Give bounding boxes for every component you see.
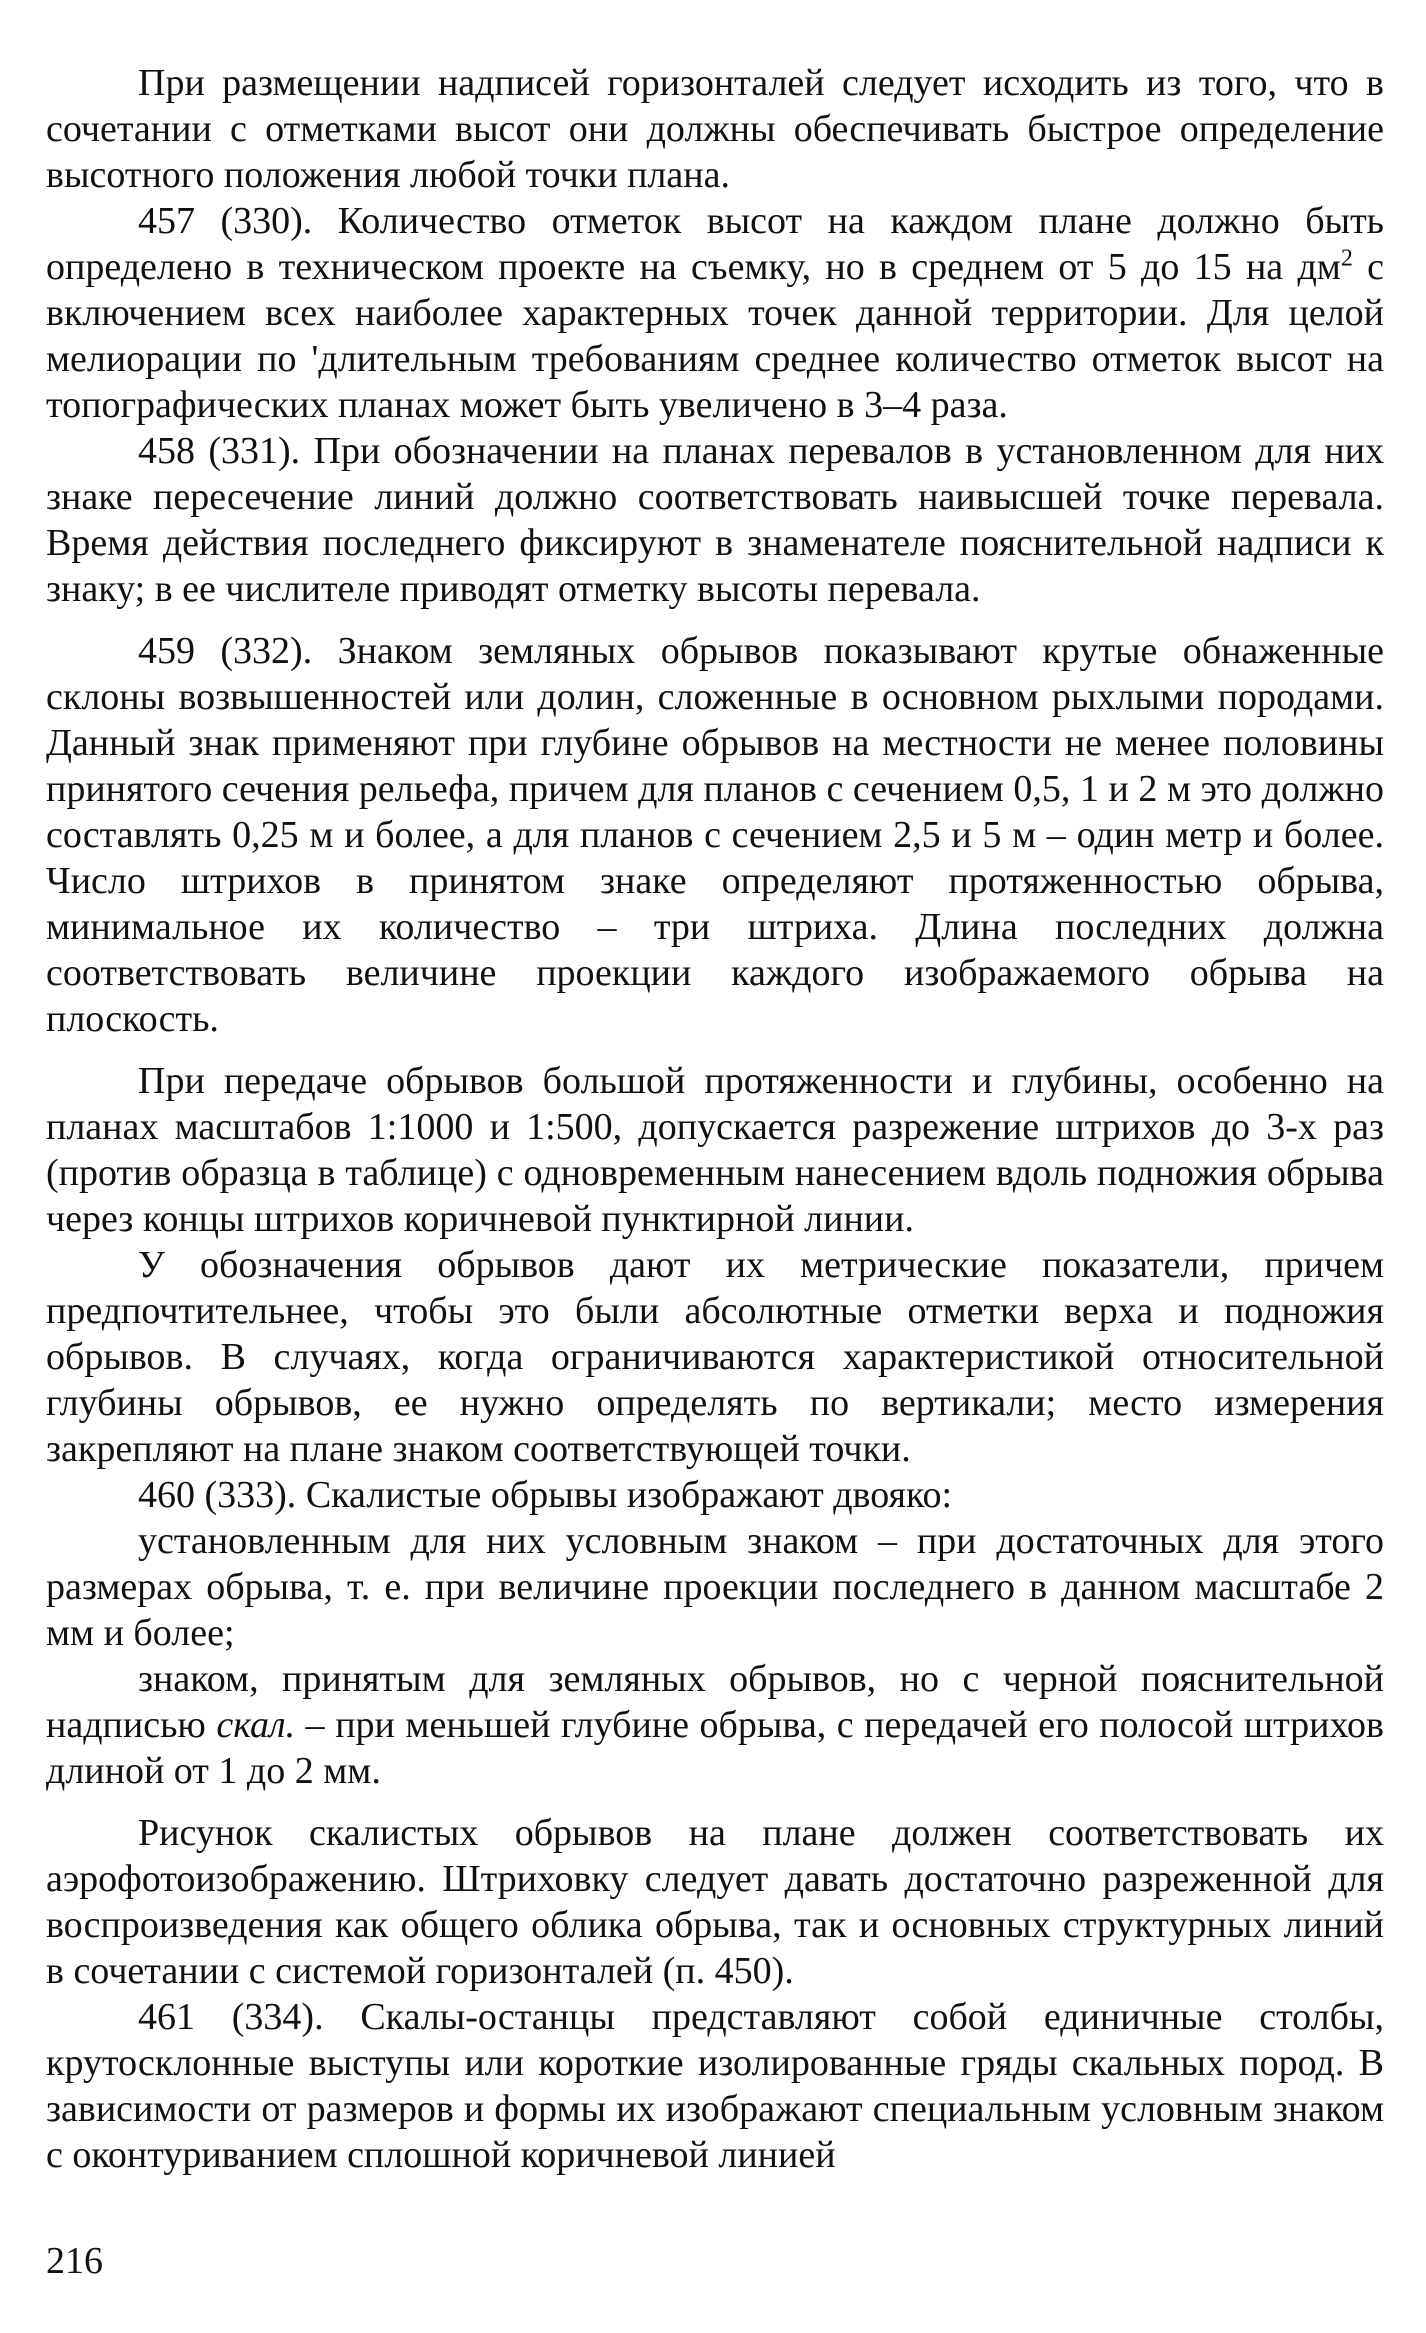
italic-label: скал. [216, 1704, 296, 1746]
clause-reference: (332). [220, 630, 313, 672]
paragraph-text: установленным для них условным знаком – при достаточных для этого размерах обрыва, т. е. при величине проекции последнего в данном масштабе 2 мм и более; [46, 1520, 1384, 1654]
paragraph-cliff-metrics [46, 1242, 1384, 1472]
clause-number: 461 [138, 1996, 195, 2038]
paragraph-text: У обозначения обрывов дают их метрические показатели, причем предпочтительнее, чтобы это были абсолютные отметки верха и подножия обрывов. В случаях, когда ограничиваются характеристикой относительной глубины обрывов, ее нужно определять по вертикали; место измерения закрепляют на плане знаком соответствующей точки. [46, 1244, 1384, 1470]
paragraph-text: При обозначении на планах перевалов в установленном для них знаке пересечение линий должно соответствовать наивысшей точке перевала. Время действия последнего фиксируют в знаменателе пояснительной надписи к знаку; в ее числителе приводят отметку высоты перевала. [46, 430, 1384, 610]
paragraph-text: знаком, принятым для земляных обрывов, но с черной пояснительной надписью [46, 1658, 1384, 1746]
clause-number: 459 [138, 630, 195, 672]
paragraph-460-option-1 [46, 1518, 1384, 1656]
paragraph-text: – при меньшей глубине обрыва, с передачей его полосой штрихов длиной от 1 до 2 мм. [46, 1704, 1384, 1792]
paragraph-rock-cliff-drawing [46, 1810, 1384, 1994]
paragraph-text: с включением всех наиболее характерных точек данной территории. Для целой мелиорации по 'длительным требованиям среднее количество отметок высот на топографических планах может быть увеличено в 3–4 раза. [46, 246, 1385, 426]
page-text-block [46, 60, 1384, 2178]
superscript-exponent: 2 [1340, 245, 1353, 272]
paragraph-large-cliffs [46, 1058, 1384, 1242]
paragraph-text: Знаком земляных обрывов показывают крутые обнаженные склоны возвышенностей или долин, сложенные в основном рыхлыми породами. Данный знак применяют при глубине обрывов на местности не менее половины принятого сечения рельефа, причем для планов с сечением 0,5, 1 и 2 м это должно составлять 0,25 м и более, а для планов с сечением 2,5 и 5 м – один метр и более. Число штрихов в принятом знаке определяют протяженностью обрыва, минимальное их количество – три штриха. Длина последних должна соответствовать величине проекции каждого изображаемого обрыва на плоскость. [46, 630, 1384, 1040]
clause-number: 457 [138, 200, 195, 242]
clause-reference: (334). [231, 1996, 324, 2038]
paragraph-461 [46, 1994, 1384, 2178]
clause-reference: (330). [220, 200, 313, 242]
paragraph-text: При размещении надписей горизонталей следует исходить из того, что в сочетании с отметками высот они должны обеспечивать быстрое определение высотного положения любой точки плана. [46, 62, 1384, 196]
clause-reference: (333). [204, 1474, 297, 1516]
paragraph-459 [46, 628, 1384, 1042]
clause-reference: (331). [208, 430, 301, 472]
paragraph-text: При передаче обрывов большой протяженности и глубины, особенно на планах масштабов 1:1000 и 1:500, допускается разрежение штрихов до 3-х раз (против образца в таблице) с одновременным нанесением вдоль подножия обрыва через концы штрихов коричневой пунктирной линии. [46, 1060, 1384, 1240]
paragraph-457 [46, 198, 1384, 428]
paragraph-intro [46, 60, 1384, 198]
paragraph-460-option-2 [46, 1656, 1384, 1794]
paragraph-text: Количество отметок высот на каждом плане должно быть определено в техническом проекте на съемку, но в среднем от 5 до 15 на дм [46, 200, 1384, 288]
paragraph-text: Скалистые обрывы изображают двояко: [296, 1474, 953, 1516]
paragraph-458 [46, 428, 1384, 612]
clause-number: 458 [138, 430, 195, 472]
paragraph-text: Рисунок скалистых обрывов на плане должен соответствовать их аэрофотоизображению. Штриховку следует давать достаточно разреженной для воспроизведения как общего облика обрыва, так и основных структурных линий в сочетании с системой горизонталей (п. 450). [46, 1812, 1384, 1992]
clause-number: 460 [138, 1474, 195, 1516]
paragraph-text: Скалы-останцы представляют собой единичные столбы, крутосклонные выступы или короткие изолированные гряды скальных пород. В зависимости от размеров и формы их изображают специальным условным знаком с оконтуриванием сплошной коричневой линией [46, 1996, 1385, 2176]
page-number: 216 [46, 2240, 103, 2282]
paragraph-460 [46, 1472, 1384, 1518]
